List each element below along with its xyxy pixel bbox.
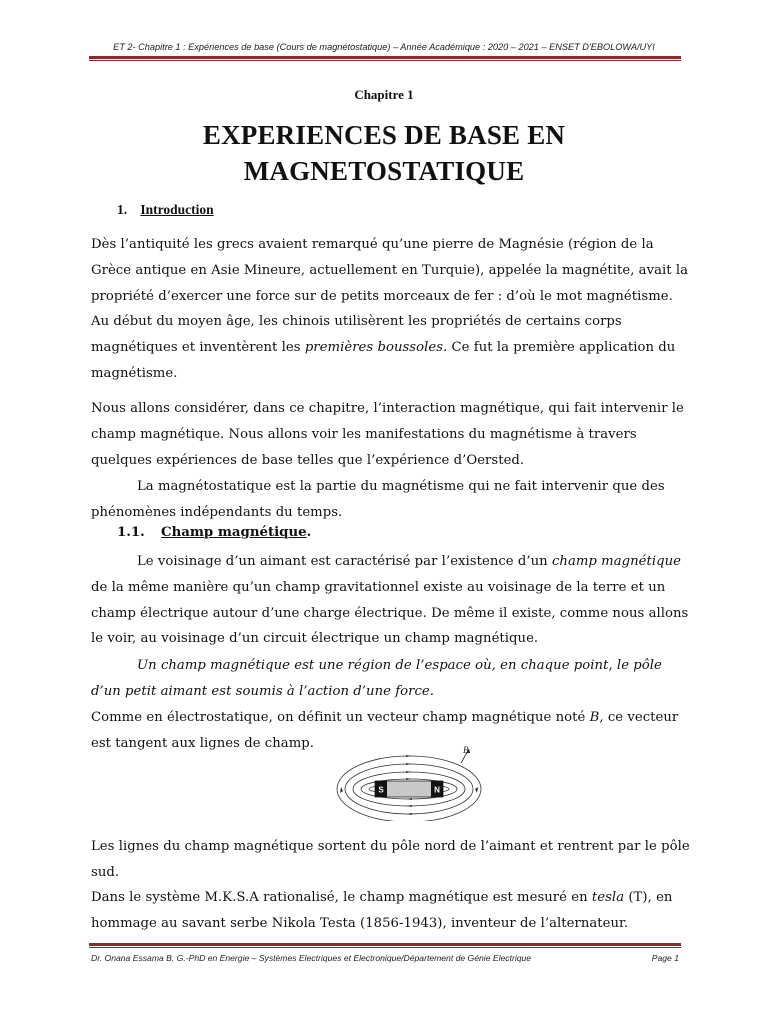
- emphasis-vector-b: B: [589, 710, 600, 725]
- section-number: 1.: [117, 202, 128, 217]
- paragraph-text: Dans le système M.K.S.A rationalisé, le champ magnétique est mesuré en: [91, 890, 592, 905]
- section-number: 1.1.: [117, 525, 145, 540]
- paragraph-text: Ce fut la première application du magnétisme.: [91, 340, 676, 381]
- section-title: Champ magnétique: [161, 525, 307, 540]
- paragraph-text: La magnétostatique est la partie du magnétisme qui ne fait intervenir que des phénomènes indépendants du temps.: [91, 479, 665, 520]
- section-heading-introduction: [117, 202, 214, 218]
- footer-author: Dr. Onana Essama B. G.-PhD en Energie – Systèmes Electriques et Electronique/Département de Génie Electrique: [91, 953, 532, 963]
- emphasis-tesla: tesla: [591, 890, 625, 905]
- paragraph-field-lines: Les lignes du champ magnétique sortent du pôle nord de l’aimant et rentrent par le pôle sud.: [91, 839, 690, 880]
- paragraph-text: Le voisinage d’un aimant est caractérisé par l’existence d’un: [137, 554, 552, 569]
- footer-rule: [89, 943, 681, 946]
- emphasis-premieres-boussoles: premières boussoles.: [304, 340, 448, 356]
- page-number: Page 1: [651, 953, 679, 963]
- paragraph-tesla-unit: [91, 885, 691, 937]
- chapter-title-line2: MAGNETOSTATIQUE: [243, 156, 525, 186]
- south-label: S: [378, 785, 384, 795]
- section-title: Introduction: [140, 202, 214, 217]
- chapter-title: [0, 117, 768, 189]
- section-heading-champ-magnetique: [117, 525, 311, 540]
- paragraph-magnetostatics-definition: [91, 474, 691, 526]
- magnet-field-lines-figure: [332, 741, 486, 821]
- north-label: N: [434, 785, 440, 795]
- emphasis-champ-magnetique: champ magnétique: [551, 554, 682, 569]
- chapter-title-line1: EXPERIENCES DE BASE EN: [202, 120, 566, 150]
- section-title-period: .: [306, 525, 312, 540]
- paragraph-text: , ce vecteur est tangent aux lignes de champ.: [91, 710, 679, 751]
- paragraph-text: de la même manière qu’un champ gravitationnel existe au voisinage de la terre et un champ électrique autour d’une charge électrique. De même il existe, comme nous allons le voir, au voisinage d’un circuit électrique un champ magnétique.: [91, 579, 689, 647]
- vector-b-label: B: [463, 745, 469, 755]
- paragraph-text: Un champ magnétique est une région de l’espace où, en chaque point, le pôle d’un petit aimant est soumis à l’action d’une force.: [91, 658, 662, 699]
- chapter-label: Chapitre 1: [354, 87, 414, 102]
- paragraph-antiquity: [91, 232, 691, 387]
- paragraph-magnet-neighborhood: [91, 549, 691, 652]
- running-header: ET 2- Chapitre 1 : Expériences de base (Cours de magnétostatique) – Année Académique : 2020 – 2021 – ENSET D'EBOLOWA/UYI: [113, 42, 655, 52]
- paragraph-text: (T), en hommage au savant serbe Nikola Testa (1856-1943), inventeur de l’alternateur.: [91, 890, 673, 931]
- header-rule: [89, 56, 681, 59]
- paragraph-field-definition: [91, 653, 691, 705]
- paragraph-text: Comme en électrostatique, on définit un vecteur champ magnétique noté: [91, 710, 590, 725]
- paragraph-text: Dès l’antiquité les grecs avaient remarqué qu’une pierre de Magnésie (région de la Grèce antique en Asie Mineure, actuellement en Turquie), appelée la magnétite, avait la propriété d’exercer une force sur de petits morceaux de fer : d’où le mot magnétisme. Au début du moyen âge, les chinois utilisèrent les propriétés de certains corps magnétiques et inventèrent les: [91, 237, 689, 356]
- paragraph-chapter-scope: Nous allons considérer, dans ce chapitre, l’interaction magnétique, qui fait intervenir le champ magnétique. Nous allons voir les manifestations du magnétisme à travers quelques expériences de base telles que l’expérience d’Oersted.: [91, 401, 684, 468]
